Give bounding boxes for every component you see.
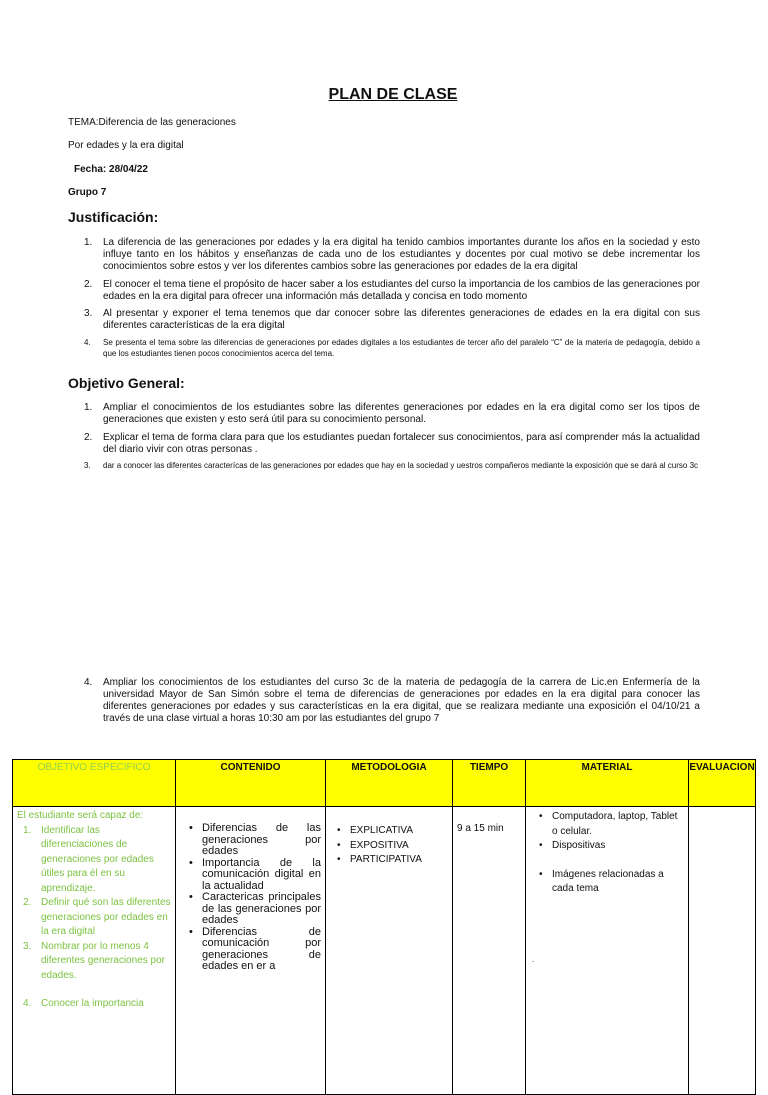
list-text: Se presenta el tema sobre las diferencias de generaciones por edades digitales a los estudiantes de tercer año del paralelo “C” de la materia de pedagogía, debido a que los estudiantes tienen pocos conocimientos acerca del tema.: [103, 338, 700, 358]
tiempo-value: 9 a 15 min: [457, 823, 504, 834]
cell-contenido: [176, 807, 326, 1095]
plan-table: [12, 759, 756, 1095]
list-text: Diferencias de las generaciones por edades: [202, 822, 321, 857]
list-item: [182, 823, 321, 858]
bullet-icon: •: [189, 822, 193, 834]
list-item: [330, 853, 448, 868]
list-text: Definir qué son las diferentes generaciones por edades en la era digital: [41, 897, 171, 937]
list-text: Conocer la importancia: [41, 998, 144, 1009]
header-tiempo: TIEMPO: [453, 760, 526, 807]
list-text: Nombrar por lo menos 4 diferentes generaciones por edades.: [41, 940, 165, 981]
bullet-icon: •: [539, 811, 543, 822]
list-text: EXPLICATIVA: [350, 825, 413, 836]
justificacion-heading: Justificación:: [68, 209, 159, 225]
bullet-icon: •: [189, 891, 193, 903]
bullet-icon: •: [189, 856, 193, 869]
bullet-icon: •: [189, 925, 193, 938]
cell-objetivo: [13, 807, 176, 1095]
tema-line: TEMA:Diferencia de las generaciones: [68, 117, 236, 128]
list-text: dar a conocer las diferentes caracterícas de las generaciones por edades que hay en la sociedad y uestros compañeros mediante la exposición que se dará al curso 3c: [103, 461, 699, 470]
objetivo-especifico-list: [17, 824, 171, 1012]
metodologia-list: [330, 824, 448, 868]
list-number: 3.: [84, 461, 91, 470]
header-objetivo: OBJETIVO ESPECIFICO: [13, 760, 176, 807]
list-item: [68, 432, 700, 460]
list-text: Explicar el tema de forma clara para que los estudiantes puedan fortalecer sus conocimientos, para así comprender más la actualidad del diario vivir con otras personas .: [103, 432, 700, 455]
list-text: Identificar las diferenciaciones de generaciones por edades útiles para él en su aprendizaje.: [41, 824, 154, 894]
list-text: EXPOSITIVA: [350, 839, 409, 851]
cell-evaluacion: [689, 807, 756, 1095]
list-number: 1.: [23, 824, 32, 836]
list-number: 2.: [84, 432, 93, 443]
list-item: [17, 997, 171, 1012]
list-text: Importancia de la comunicación digital en la actualidad: [202, 856, 321, 892]
bullet-icon: •: [337, 839, 341, 851]
list-text: Ampliar los conocimientos de los estudiantes del curso 3c de la materia de pedagogía de la carrera de Lic.en Enfermería de la universidad Mayor de San Simón sobre el tema de diferencias de generaciones por edades en la era digital para conocer las diferentes generaciones por edades y sus características en la era digital, que se realizara mediante una exposición el 04/10/21 a través de una clase virtual a horas 10:30 am por las estudiantes del grupo 7: [103, 677, 700, 724]
objetivo-list: [68, 402, 700, 471]
list-item: [68, 237, 700, 279]
objetivo-intro: El estudiante será capaz de:: [17, 810, 144, 821]
cell-metodologia: [326, 807, 453, 1095]
subtema-line: Por edades y la era digital: [68, 140, 184, 151]
list-item: [68, 279, 700, 308]
list-item: [532, 868, 684, 897]
table-row: [13, 807, 756, 1095]
list-item: [68, 337, 700, 359]
bullet-icon: •: [337, 825, 341, 836]
contenido-list: [182, 823, 321, 973]
list-number: 3.: [84, 308, 93, 319]
material-note: .: [532, 955, 535, 964]
list-text: PARTICIPATIVA: [350, 854, 422, 865]
fecha-line: Fecha: 28/04/22: [74, 164, 148, 175]
list-text: Imágenes relacionadas a cada tema: [552, 868, 664, 894]
bullet-icon: •: [337, 854, 341, 865]
list-item: [17, 940, 171, 984]
list-item: [182, 892, 321, 927]
objetivo-list-continued: [68, 677, 700, 725]
list-number: 4.: [84, 338, 91, 347]
list-item: [68, 460, 700, 471]
header-contenido: CONTENIDO: [176, 760, 326, 807]
objetivo-heading: Objetivo General:: [68, 375, 185, 391]
header-material: MATERIAL: [526, 760, 689, 807]
cell-material: [526, 807, 689, 1095]
list-item: [330, 824, 448, 839]
cell-tiempo: [453, 807, 526, 1095]
bullet-icon: •: [539, 868, 543, 880]
list-item: [17, 824, 171, 897]
list-item: [182, 927, 321, 973]
list-item: [68, 402, 700, 432]
list-text: Al presentar y exponer el tema tenemos que dar conocer sobre las diferentes generaciones de edades en la era digital con sus diferentes características de la era digital: [103, 308, 700, 331]
list-item: [68, 677, 700, 725]
list-text: La diferencia de las generaciones por edades y la era digital ha tenido cambios importantes durante los años en la sociedad y esto influye tanto en los hábitos y enseñanzas de cada uno de los estudiantes y docentes por cual motivo se debe incrementar los conocimientos sobre estos y ver los diferentes cambios sobre las generaciones por edades de la era digital: [103, 237, 700, 272]
header-evaluacion: EVALUACION: [689, 760, 756, 807]
list-item: [182, 858, 321, 893]
list-item: [532, 810, 684, 839]
list-item: [17, 896, 171, 940]
list-text: Dispositivas: [552, 840, 606, 851]
bullet-icon: •: [539, 840, 543, 851]
list-text: Ampliar el conocimientos de los estudiantes sobre las diferentes generaciones por edades en la era digital como ser los tipos de generaciones que existen y esto será útil para su conocimiento personal.: [103, 402, 700, 425]
list-number: 2.: [23, 897, 32, 908]
list-number: 4.: [23, 998, 32, 1009]
list-text: Computadora, laptop, Tablet o celular.: [552, 811, 678, 837]
list-item: [532, 839, 684, 854]
list-number: 4.: [84, 677, 93, 688]
justificacion-list: [68, 237, 700, 359]
list-number: 1.: [84, 402, 93, 413]
header-metodologia: METODOLOGIA: [326, 760, 453, 807]
list-text: Diferencias de comunicación por generaciones de edades en er a: [202, 925, 321, 972]
page-title: PLAN DE CLASE: [328, 86, 458, 103]
grupo-line: Grupo 7: [68, 187, 107, 198]
material-list: [532, 810, 684, 897]
list-number: 2.: [84, 279, 93, 290]
list-item: [68, 308, 700, 337]
list-item: [330, 839, 448, 854]
list-number: 1.: [84, 237, 93, 248]
list-text: El conocer el tema tiene el propósito de hacer saber a los estudiantes del curso la importancia de los cambios de las generaciones por edades en la era digital para ofrecer una información más detallada y concisa en todo momento: [103, 279, 700, 302]
list-text: Caractericas principales de las generaciones por edades: [202, 891, 321, 926]
table-header-row: [13, 760, 756, 807]
list-number: 3.: [23, 940, 32, 952]
